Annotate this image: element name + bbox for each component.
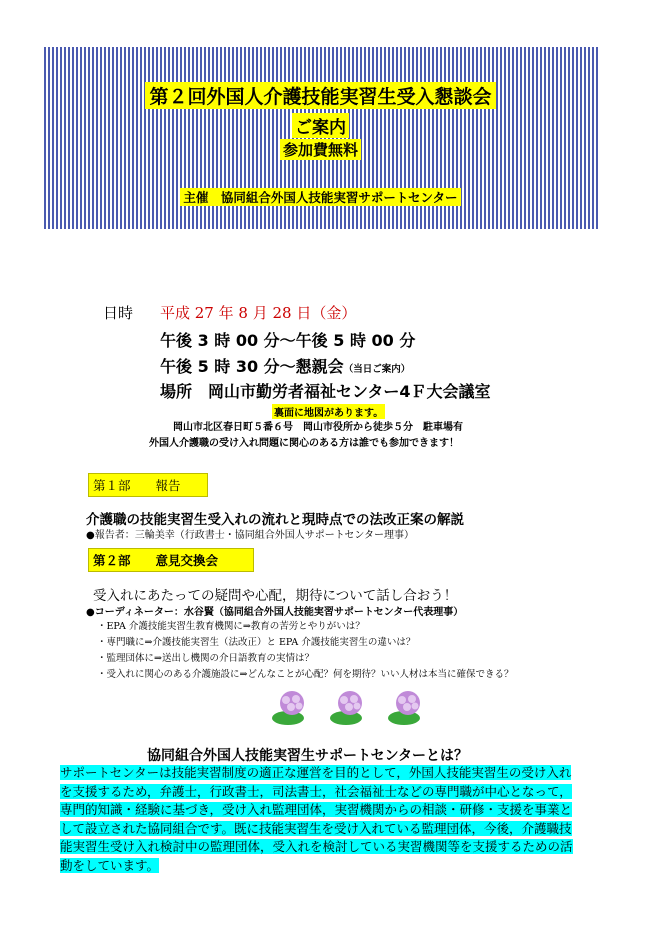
fee-row (42, 139, 599, 160)
time-reception (160, 354, 410, 377)
venue: 場所 岡山市勤労者福祉センター4Ｆ大会議室 (160, 382, 491, 401)
hydrangea-icon (388, 691, 420, 725)
date-label: 日時 (103, 304, 134, 322)
free-fee-label: 参加費無料 (280, 139, 361, 160)
open-to-all-note: 外国人介護職の受け入れ問題に関心のある方は誰でも参加できます！ (149, 438, 459, 449)
about-title: 協同組合外国人技能実習生サポートセンターとは？ (147, 748, 469, 764)
coordinator: ●コーディネーター：水谷賢（協同組合外国人技能実習サポートセンター代表理事） (86, 607, 464, 618)
about-body (60, 764, 609, 876)
about-line: サポートセンターは技能実習制度の適正な運営を目的として，外国人技能実習生の受け入れ (60, 765, 572, 780)
event-title-row (42, 47, 599, 108)
map-note: 裏面に地図があります。 (272, 404, 385, 419)
time-session: 午後 3 時 00 分～午後 5 時 00 分 (160, 331, 416, 350)
hydrangea-icon (330, 691, 362, 725)
about-line: を支援するため，弁護士，行政書士，司法書士，社会福祉士などの専門職が中心となって， (60, 783, 572, 799)
list-item: ・EPA 介護技能実習生教育機関に⇒教育の苦労とやりがいは？ (97, 621, 365, 632)
venue-address: 岡山市北区春日町５番６号 岡山市役所から徒歩５分 駐車場有 (173, 422, 463, 433)
organizer-label: 主催 協同組合外国人技能実習サポートセンター (180, 188, 460, 206)
question-list (97, 619, 513, 683)
invitation-label: ご案内 (292, 113, 349, 138)
list-item: ・監理団体に⇒送出し機関の介日語教育の実情は？ (97, 653, 314, 664)
about-line: 専門的知識・経験に基づき，受け入れ監理団体，実習機関からの相談・研修・支援を事業と (60, 802, 573, 818)
subtitle-row (42, 113, 599, 138)
hydrangea-illustration (270, 688, 440, 728)
reporter: ●報告者：三輪美幸（行政書士・協同組合外国人サポートセンター理事） (86, 530, 415, 541)
list-item: ・受入れに関心のある介護施設に⇒どんなことが心配？何を期待？いい人材は本当に確保できる？ (97, 669, 514, 680)
event-title: 第２回外国人介護技能実習生受入懇談会 (145, 82, 495, 109)
hydrangea-icon (272, 691, 304, 725)
reception-note: （当日ご案内） (343, 364, 411, 375)
about-line: 動をしています。 (60, 857, 160, 873)
reception-time: 午後 5 時 30 分～懇親会 (160, 357, 344, 376)
date-value: 平成 27 年 8 月 28 日（金） (160, 304, 357, 322)
section-1-label: 第１部 報告 (88, 473, 208, 497)
report-title: 介護職の技能実習生受入れの流れと現時点での法改正案の解説 (86, 512, 464, 528)
about-line: 能実習生受け入れ検討中の監理団体，受入れを検討している実習機関等を支援するための活 (60, 839, 573, 855)
header-banner (42, 47, 599, 229)
organizer-row (42, 187, 599, 206)
list-item: ・専門職に⇒介護技能実習生（法改正）と EPA 介護技能実習生の違いは？ (97, 637, 416, 648)
about-line: して設立された協同組合です。既に技能実習生を受け入れている監理団体，今後，介護職技 (60, 820, 572, 836)
exchange-title: 受入れにあたっての疑問や心配，期待について話し合おう！ (93, 588, 458, 604)
section-2-label: 第２部 意見交換会 (88, 548, 254, 572)
